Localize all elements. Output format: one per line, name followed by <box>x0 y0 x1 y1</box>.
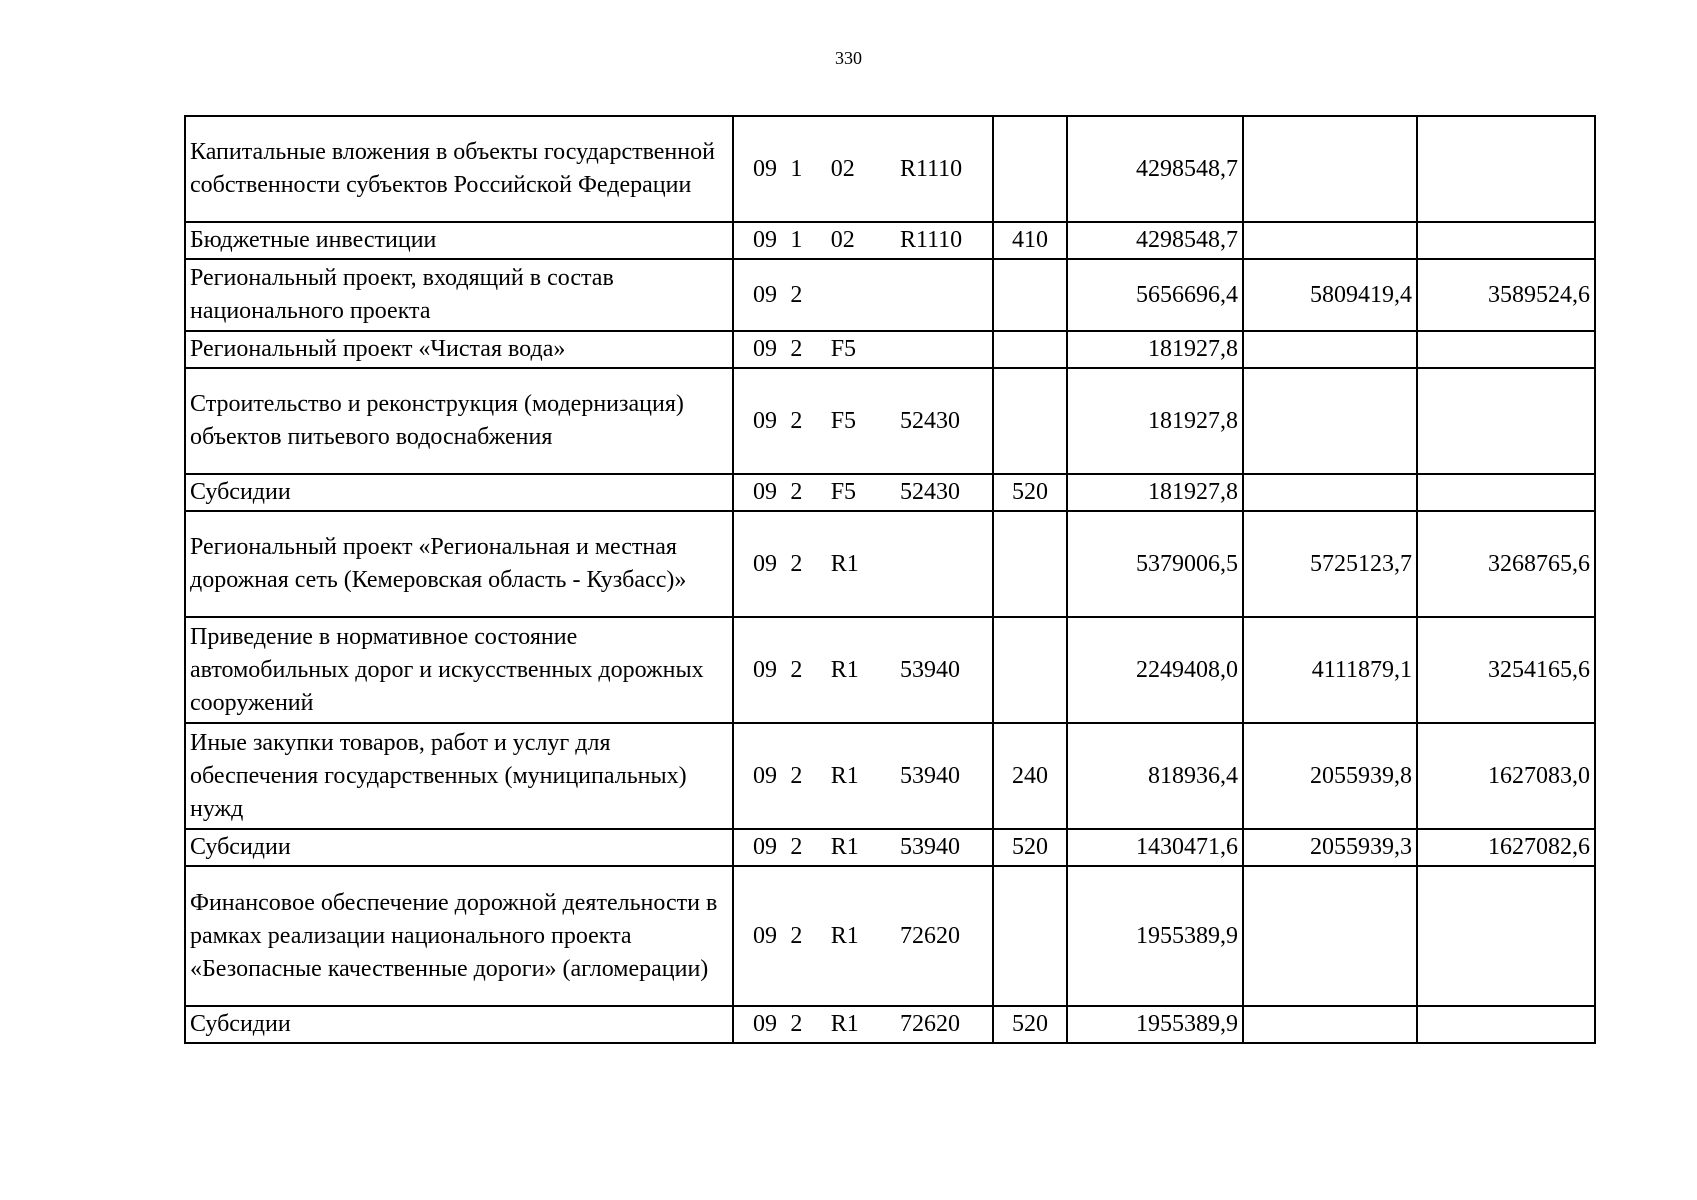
amount-3 <box>1417 866 1595 1006</box>
table-row <box>185 723 1595 829</box>
code-cell <box>733 617 993 723</box>
amount-2 <box>1243 222 1417 259</box>
code-cell <box>733 222 993 259</box>
code-part: 09 <box>753 407 777 434</box>
amount-3: 3589524,6 <box>1417 259 1595 331</box>
code-part: 1 <box>790 227 803 253</box>
row-name: Региональный проект, входящий в состав национального проекта <box>185 259 733 331</box>
code-part: 2 <box>790 479 803 505</box>
amount-1: 181927,8 <box>1067 474 1243 511</box>
amount-3: 3254165,6 <box>1417 617 1595 723</box>
code-part: 2 <box>790 336 803 362</box>
code-part: 2 <box>790 922 803 949</box>
table-row <box>185 331 1595 368</box>
code-part: 2 <box>790 656 803 683</box>
table-row <box>185 866 1595 1006</box>
amount-1: 2249408,0 <box>1067 617 1243 723</box>
row-name: Приведение в нормативное состояние автомобильных дорог и искусственных дорожных сооружений <box>185 617 733 723</box>
code-part: 2 <box>790 550 803 577</box>
code-part: 02 <box>830 227 855 253</box>
amount-3: 1627083,0 <box>1417 723 1595 829</box>
amount-2: 2055939,3 <box>1243 829 1417 866</box>
code-part: R1 <box>830 656 859 683</box>
amount-1: 1430471,6 <box>1067 829 1243 866</box>
code-part: 09 <box>753 922 777 949</box>
amount-2 <box>1243 331 1417 368</box>
code-part: F5 <box>830 407 857 434</box>
amount-1: 181927,8 <box>1067 331 1243 368</box>
code-part: 2 <box>790 834 803 860</box>
code-part: 09 <box>753 834 777 860</box>
table-row <box>185 222 1595 259</box>
code-part: 09 <box>753 762 777 789</box>
expense-type: 410 <box>993 222 1067 259</box>
expense-type <box>993 511 1067 617</box>
code-part: 2 <box>790 281 803 308</box>
amount-1: 181927,8 <box>1067 368 1243 474</box>
expense-type <box>993 866 1067 1006</box>
amount-3 <box>1417 331 1595 368</box>
code-part: 2 <box>790 1011 803 1037</box>
code-part: 72620 <box>899 922 960 949</box>
code-cell <box>733 474 993 511</box>
code-part: R1 <box>830 1011 859 1037</box>
row-name: Региональный проект «Региональная и местная дорожная сеть (Кемеровская область - Кузбасс)» <box>185 511 733 617</box>
code-part: R1 <box>830 834 859 860</box>
amount-2: 4111879,1 <box>1243 617 1417 723</box>
code-part: R1 <box>830 550 859 577</box>
code-cell <box>733 259 993 331</box>
code-part: 09 <box>753 336 777 362</box>
budget-table <box>184 115 1596 1044</box>
code-part: 53940 <box>899 834 960 860</box>
expense-type: 520 <box>993 1006 1067 1043</box>
code-part: 53940 <box>899 762 960 789</box>
code-part: R1 <box>830 762 859 789</box>
code-part: 09 <box>753 1011 777 1037</box>
amount-3 <box>1417 116 1595 222</box>
code-part: 72620 <box>899 1011 960 1037</box>
row-name: Субсидии <box>185 474 733 511</box>
row-name: Финансовое обеспечение дорожной деятельности в рамках реализации национального проекта «Безопасные качественные дороги» (агломерации) <box>185 866 733 1006</box>
amount-3: 1627082,6 <box>1417 829 1595 866</box>
table-row <box>185 368 1595 474</box>
expense-type <box>993 368 1067 474</box>
code-part: F5 <box>830 479 857 505</box>
amount-3 <box>1417 474 1595 511</box>
row-name: Строительство и реконструкция (модернизация) объектов питьевого водоснабжения <box>185 368 733 474</box>
expense-type <box>993 617 1067 723</box>
amount-1: 818936,4 <box>1067 723 1243 829</box>
code-cell <box>733 511 993 617</box>
amount-2 <box>1243 1006 1417 1043</box>
expense-type: 520 <box>993 829 1067 866</box>
code-part: 09 <box>753 227 777 253</box>
code-part: F5 <box>830 336 857 362</box>
code-cell <box>733 866 993 1006</box>
code-part: 09 <box>753 155 777 182</box>
code-part: R1110 <box>899 227 963 253</box>
amount-2 <box>1243 866 1417 1006</box>
code-part: 09 <box>753 281 777 308</box>
amount-3 <box>1417 368 1595 474</box>
row-name: Региональный проект «Чистая вода» <box>185 331 733 368</box>
amount-1: 4298548,7 <box>1067 222 1243 259</box>
code-cell <box>733 368 993 474</box>
row-name: Бюджетные инвестиции <box>185 222 733 259</box>
amount-3: 3268765,6 <box>1417 511 1595 617</box>
code-part: 53940 <box>899 656 960 683</box>
amount-3 <box>1417 1006 1595 1043</box>
expense-type <box>993 331 1067 368</box>
code-part: 09 <box>753 656 777 683</box>
expense-type: 240 <box>993 723 1067 829</box>
amount-2: 2055939,8 <box>1243 723 1417 829</box>
expense-type <box>993 259 1067 331</box>
expense-type <box>993 116 1067 222</box>
table-row <box>185 511 1595 617</box>
code-part: 09 <box>753 550 777 577</box>
row-name: Субсидии <box>185 1006 733 1043</box>
table-row <box>185 1006 1595 1043</box>
code-part: 09 <box>753 479 777 505</box>
amount-2 <box>1243 368 1417 474</box>
code-cell <box>733 116 993 222</box>
code-cell <box>733 331 993 368</box>
code-part: 2 <box>790 407 803 434</box>
table-row <box>185 829 1595 866</box>
code-part: 1 <box>790 155 803 182</box>
code-cell <box>733 723 993 829</box>
code-part: 52430 <box>899 479 960 505</box>
code-cell <box>733 829 993 866</box>
amount-3 <box>1417 222 1595 259</box>
table-row <box>185 474 1595 511</box>
amount-2 <box>1243 474 1417 511</box>
amount-1: 1955389,9 <box>1067 866 1243 1006</box>
amount-1: 5656696,4 <box>1067 259 1243 331</box>
expense-type: 520 <box>993 474 1067 511</box>
code-part: 52430 <box>899 407 960 434</box>
code-part: R1110 <box>899 155 963 182</box>
amount-2: 5809419,4 <box>1243 259 1417 331</box>
amount-2: 5725123,7 <box>1243 511 1417 617</box>
amount-2 <box>1243 116 1417 222</box>
row-name: Иные закупки товаров, работ и услуг для обеспечения государственных (муниципальных) нужд <box>185 723 733 829</box>
amount-1: 5379006,5 <box>1067 511 1243 617</box>
table-row <box>185 259 1595 331</box>
code-part: 2 <box>790 762 803 789</box>
amount-1: 4298548,7 <box>1067 116 1243 222</box>
code-cell <box>733 1006 993 1043</box>
table-row <box>185 617 1595 723</box>
code-part: 02 <box>830 155 855 182</box>
row-name: Капитальные вложения в объекты государственной собственности субъектов Российской Федерации <box>185 116 733 222</box>
code-part: R1 <box>830 922 859 949</box>
row-name: Субсидии <box>185 829 733 866</box>
table-row <box>185 116 1595 222</box>
amount-1: 1955389,9 <box>1067 1006 1243 1043</box>
page-number: 330 <box>835 48 862 68</box>
